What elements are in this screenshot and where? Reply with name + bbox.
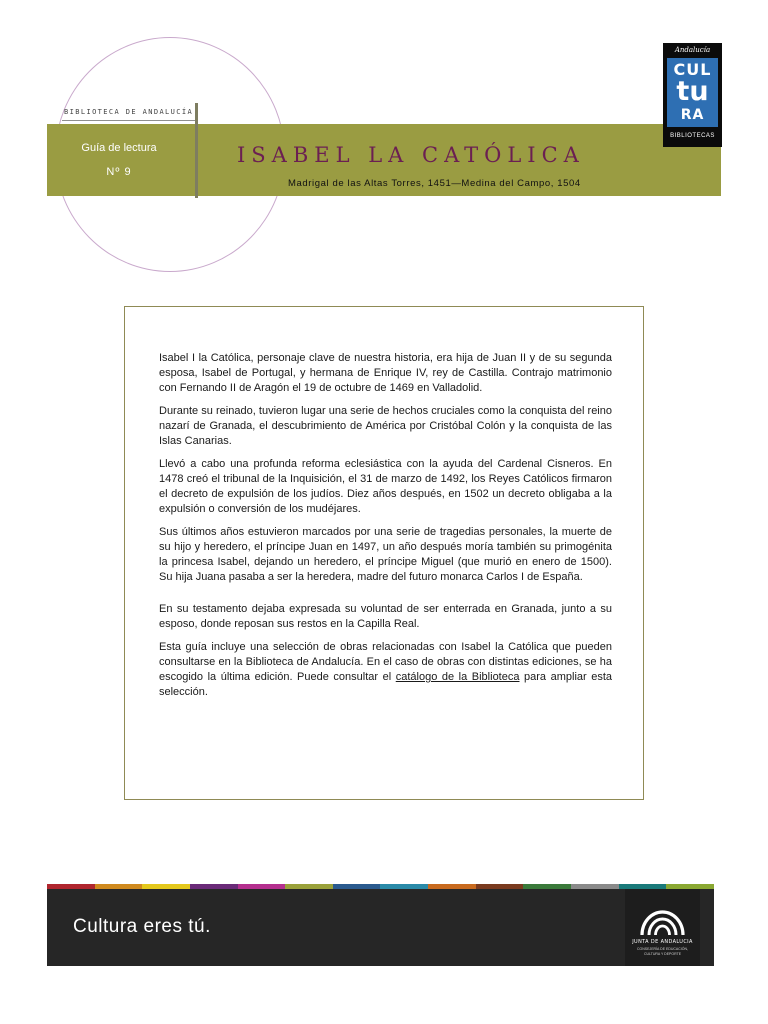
junta-subtitle-line-1: CONSEJERÍA DE EDUCACIÓN, bbox=[637, 947, 688, 951]
library-label: BIBLIOTECA DE ANDALUCÍA bbox=[64, 108, 194, 116]
logo-blue-block bbox=[667, 58, 718, 127]
paragraph-5: En su testamento dejaba expresada su voluntad de ser enterrada en Granada, junto a su esposo, donde reposan sus restos en la Capilla Real. bbox=[159, 603, 612, 630]
paragraph-1: Isabel I la Católica, personaje clave de nuestra historia, era hija de Juan II y de su segunda esposa, Isabel de Portugal, y hermana de Enrique IV, rey de Castilla. Contrajo matrimonio con Fernando II de Aragón el 19 de octubre de 1469 en Valladolid. bbox=[159, 352, 612, 394]
logo-line-3: RA bbox=[680, 107, 705, 123]
footer-banner bbox=[47, 889, 714, 966]
logo-line-2: tu bbox=[676, 76, 709, 107]
junta-subtitle-line-2: CULTURA Y DEPORTE bbox=[643, 951, 682, 956]
footer-slogan: Cultura eres tú. bbox=[73, 916, 211, 937]
junta-arch-icon bbox=[637, 899, 688, 937]
page-title: ISABEL LA CATÓLICA bbox=[237, 143, 585, 167]
content-text bbox=[159, 351, 612, 708]
page-subtitle: Madrigal de las Altas Torres, 1451—Medina del Campo, 1504 bbox=[288, 178, 581, 189]
library-label-underline bbox=[62, 120, 196, 121]
paragraph-3: Llevó a cabo una profunda reforma eclesiástica con la ayuda del Cardenal Cisneros. En 1478 creó el tribunal de la Inquisición, el 31 de marzo de 1492, los Reyes Católicos firmaron el decreto de expulsión de los judíos. Diez años después, en 1502 un decreto obligaba a la expulsión o conversión de los mudéjares. bbox=[159, 458, 612, 515]
catalog-link[interactable]: catálogo de la Biblioteca bbox=[395, 671, 520, 683]
content-box bbox=[124, 306, 644, 800]
paragraph-4: Sus últimos años estuvieron marcados por una serie de tragedias personales, la muerte de su hijo y heredero, el príncipe Juan en 1497, un año después moría también su primogénita la princesa Isabel, dejando un heredero, el príncipe Miguel (que murió en enero de 1500). Su hija Juana pasaba a ser la heredera, madre del futuro monarca Carlos I de España. bbox=[159, 526, 612, 583]
logo-bibliotecas-text: BIBLIOTECAS bbox=[670, 133, 715, 139]
logo-andalucia-text: Andalucía bbox=[674, 46, 711, 54]
junta-logo bbox=[625, 889, 700, 966]
paragraph-2: Durante su reinado, tuvieron lugar una serie de hechos cruciales como la conquista del reino nazarí de Granada, el descubrimiento de América por Cristóbal Colón y la conquista de las Islas Canarias. bbox=[159, 405, 612, 447]
paragraph-6-text-before: Esta guía incluye una selección de obras relacionadas con Isabel la Católica que pueden consultarse en la Biblioteca de Andalucía. En el caso de obras con distintas ediciones, se ha escogido la última edición. Puede consultar el bbox=[159, 641, 612, 683]
logo-line-1: CUL bbox=[673, 60, 712, 79]
divider-bar bbox=[195, 103, 198, 198]
paragraph-6-text-after: para ampliar esta selección. bbox=[159, 671, 613, 698]
junta-name: JUNTA DE ANDALUCIA bbox=[632, 939, 693, 945]
junta-subtitle bbox=[625, 947, 700, 956]
guide-number: Nº 9 bbox=[106, 166, 132, 178]
paragraph-6 bbox=[159, 640, 612, 700]
guide-title: Guía de lectura bbox=[81, 142, 157, 154]
cultura-bibliotecas-logo bbox=[663, 43, 722, 147]
